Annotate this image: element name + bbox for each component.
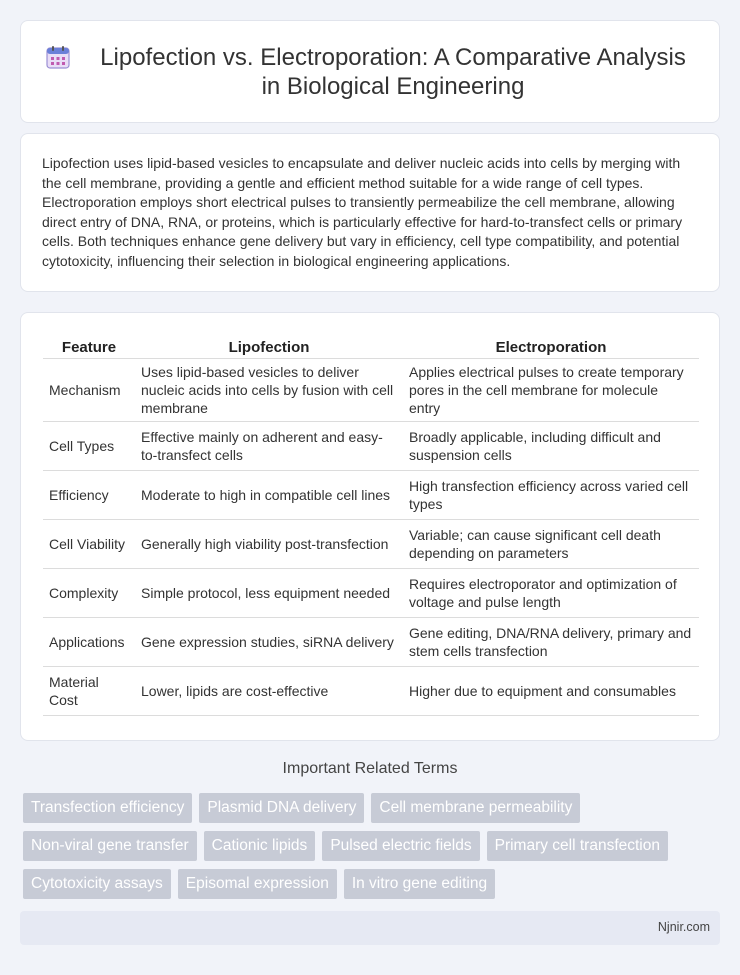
table-header-row	[43, 333, 699, 358]
electroporation-cell: Higher due to equipment and consumables	[403, 666, 699, 715]
table-row	[43, 358, 699, 421]
table-row	[43, 470, 699, 519]
tag-pulsed-electric-fields[interactable]: Pulsed electric fields	[322, 831, 479, 861]
calendar-icon	[45, 44, 71, 70]
tag-episomal-expression[interactable]: Episomal expression	[178, 869, 337, 899]
tag-plasmid-dna-delivery[interactable]: Plasmid DNA delivery	[199, 793, 364, 823]
feature-cell: Applications	[43, 617, 135, 666]
footer	[20, 911, 720, 945]
header-feature: Feature	[43, 333, 135, 358]
comparison-card	[20, 312, 720, 741]
related-terms-heading: Important Related Terms	[282, 760, 458, 777]
tag-cytotoxicity-assays[interactable]: Cytotoxicity assays	[23, 869, 171, 899]
header-electroporation: Electroporation	[403, 333, 699, 358]
table-row	[43, 568, 699, 617]
title-card	[20, 20, 720, 123]
header-lipofection: Lipofection	[135, 333, 403, 358]
feature-cell: Mechanism	[43, 358, 135, 421]
electroporation-cell: Gene editing, DNA/RNA delivery, primary and stem cells transfection	[403, 617, 699, 666]
feature-cell: Material Cost	[43, 666, 135, 715]
related-terms	[23, 793, 723, 907]
lipofection-cell: Generally high viability post-transfection	[135, 519, 403, 568]
lipofection-cell: Uses lipid-based vesicles to deliver nucleic acids into cells by fusion with cell membrane	[135, 358, 403, 421]
tag-row	[23, 793, 723, 823]
electroporation-cell: Variable; can cause significant cell death depending on parameters	[403, 519, 699, 568]
feature-cell: Cell Viability	[43, 519, 135, 568]
table-row	[43, 421, 699, 470]
lipofection-cell: Lower, lipids are cost-effective	[135, 666, 403, 715]
lipofection-cell: Simple protocol, less equipment needed	[135, 568, 403, 617]
tag-row	[23, 831, 723, 861]
tag-row	[23, 869, 723, 899]
footer-site-link[interactable]: Njnir.com	[657, 920, 710, 934]
tag-non-viral-gene-transfer[interactable]: Non-viral gene transfer	[23, 831, 197, 861]
table-row	[43, 617, 699, 666]
lipofection-cell: Effective mainly on adherent and easy-to-transfect cells	[135, 421, 403, 470]
comparison-table	[43, 333, 699, 716]
tag-cationic-lipids[interactable]: Cationic lipids	[204, 831, 316, 861]
electroporation-cell: Requires electroporator and optimization of voltage and pulse length	[403, 568, 699, 617]
electroporation-cell: Broadly applicable, including difficult and suspension cells	[403, 421, 699, 470]
feature-cell: Cell Types	[43, 421, 135, 470]
electroporation-cell: High transfection efficiency across varied cell types	[403, 470, 699, 519]
lipofection-cell: Gene expression studies, siRNA delivery	[135, 617, 403, 666]
intro-card	[20, 133, 720, 292]
electroporation-cell: Applies electrical pulses to create temporary pores in the cell membrane for molecule entry	[403, 358, 699, 421]
intro-paragraph: Lipofection uses lipid-based vesicles to encapsulate and deliver nucleic acids into cells by merging with the cell membrane, providing a gentle and efficient method suitable for a wide range of cell types. Electroporation employs short electrical pulses to transiently permeabilize the cell membrane, allowing direct entry of DNA, RNA, or proteins, which is particularly effective for hard-to-transfect cells or primary cells. Both techniques enhance gene delivery but vary in efficiency, cell type compatibility, and potential cytotoxicity, influencing their selection in biological engineering applications.	[42, 155, 683, 269]
tag-primary-cell-transfection[interactable]: Primary cell transfection	[487, 831, 668, 861]
feature-cell: Complexity	[43, 568, 135, 617]
tag-transfection-efficiency[interactable]: Transfection efficiency	[23, 793, 192, 823]
table-row	[43, 666, 699, 715]
page-title: Lipofection vs. Electroporation: A Comparative Analysis in Biological Engineering	[100, 43, 686, 100]
lipofection-cell: Moderate to high in compatible cell lines	[135, 470, 403, 519]
tag-cell-membrane-permeability[interactable]: Cell membrane permeability	[371, 793, 580, 823]
feature-cell: Efficiency	[43, 470, 135, 519]
tag-in-vitro-gene-editing[interactable]: In vitro gene editing	[344, 869, 495, 899]
table-row	[43, 519, 699, 568]
